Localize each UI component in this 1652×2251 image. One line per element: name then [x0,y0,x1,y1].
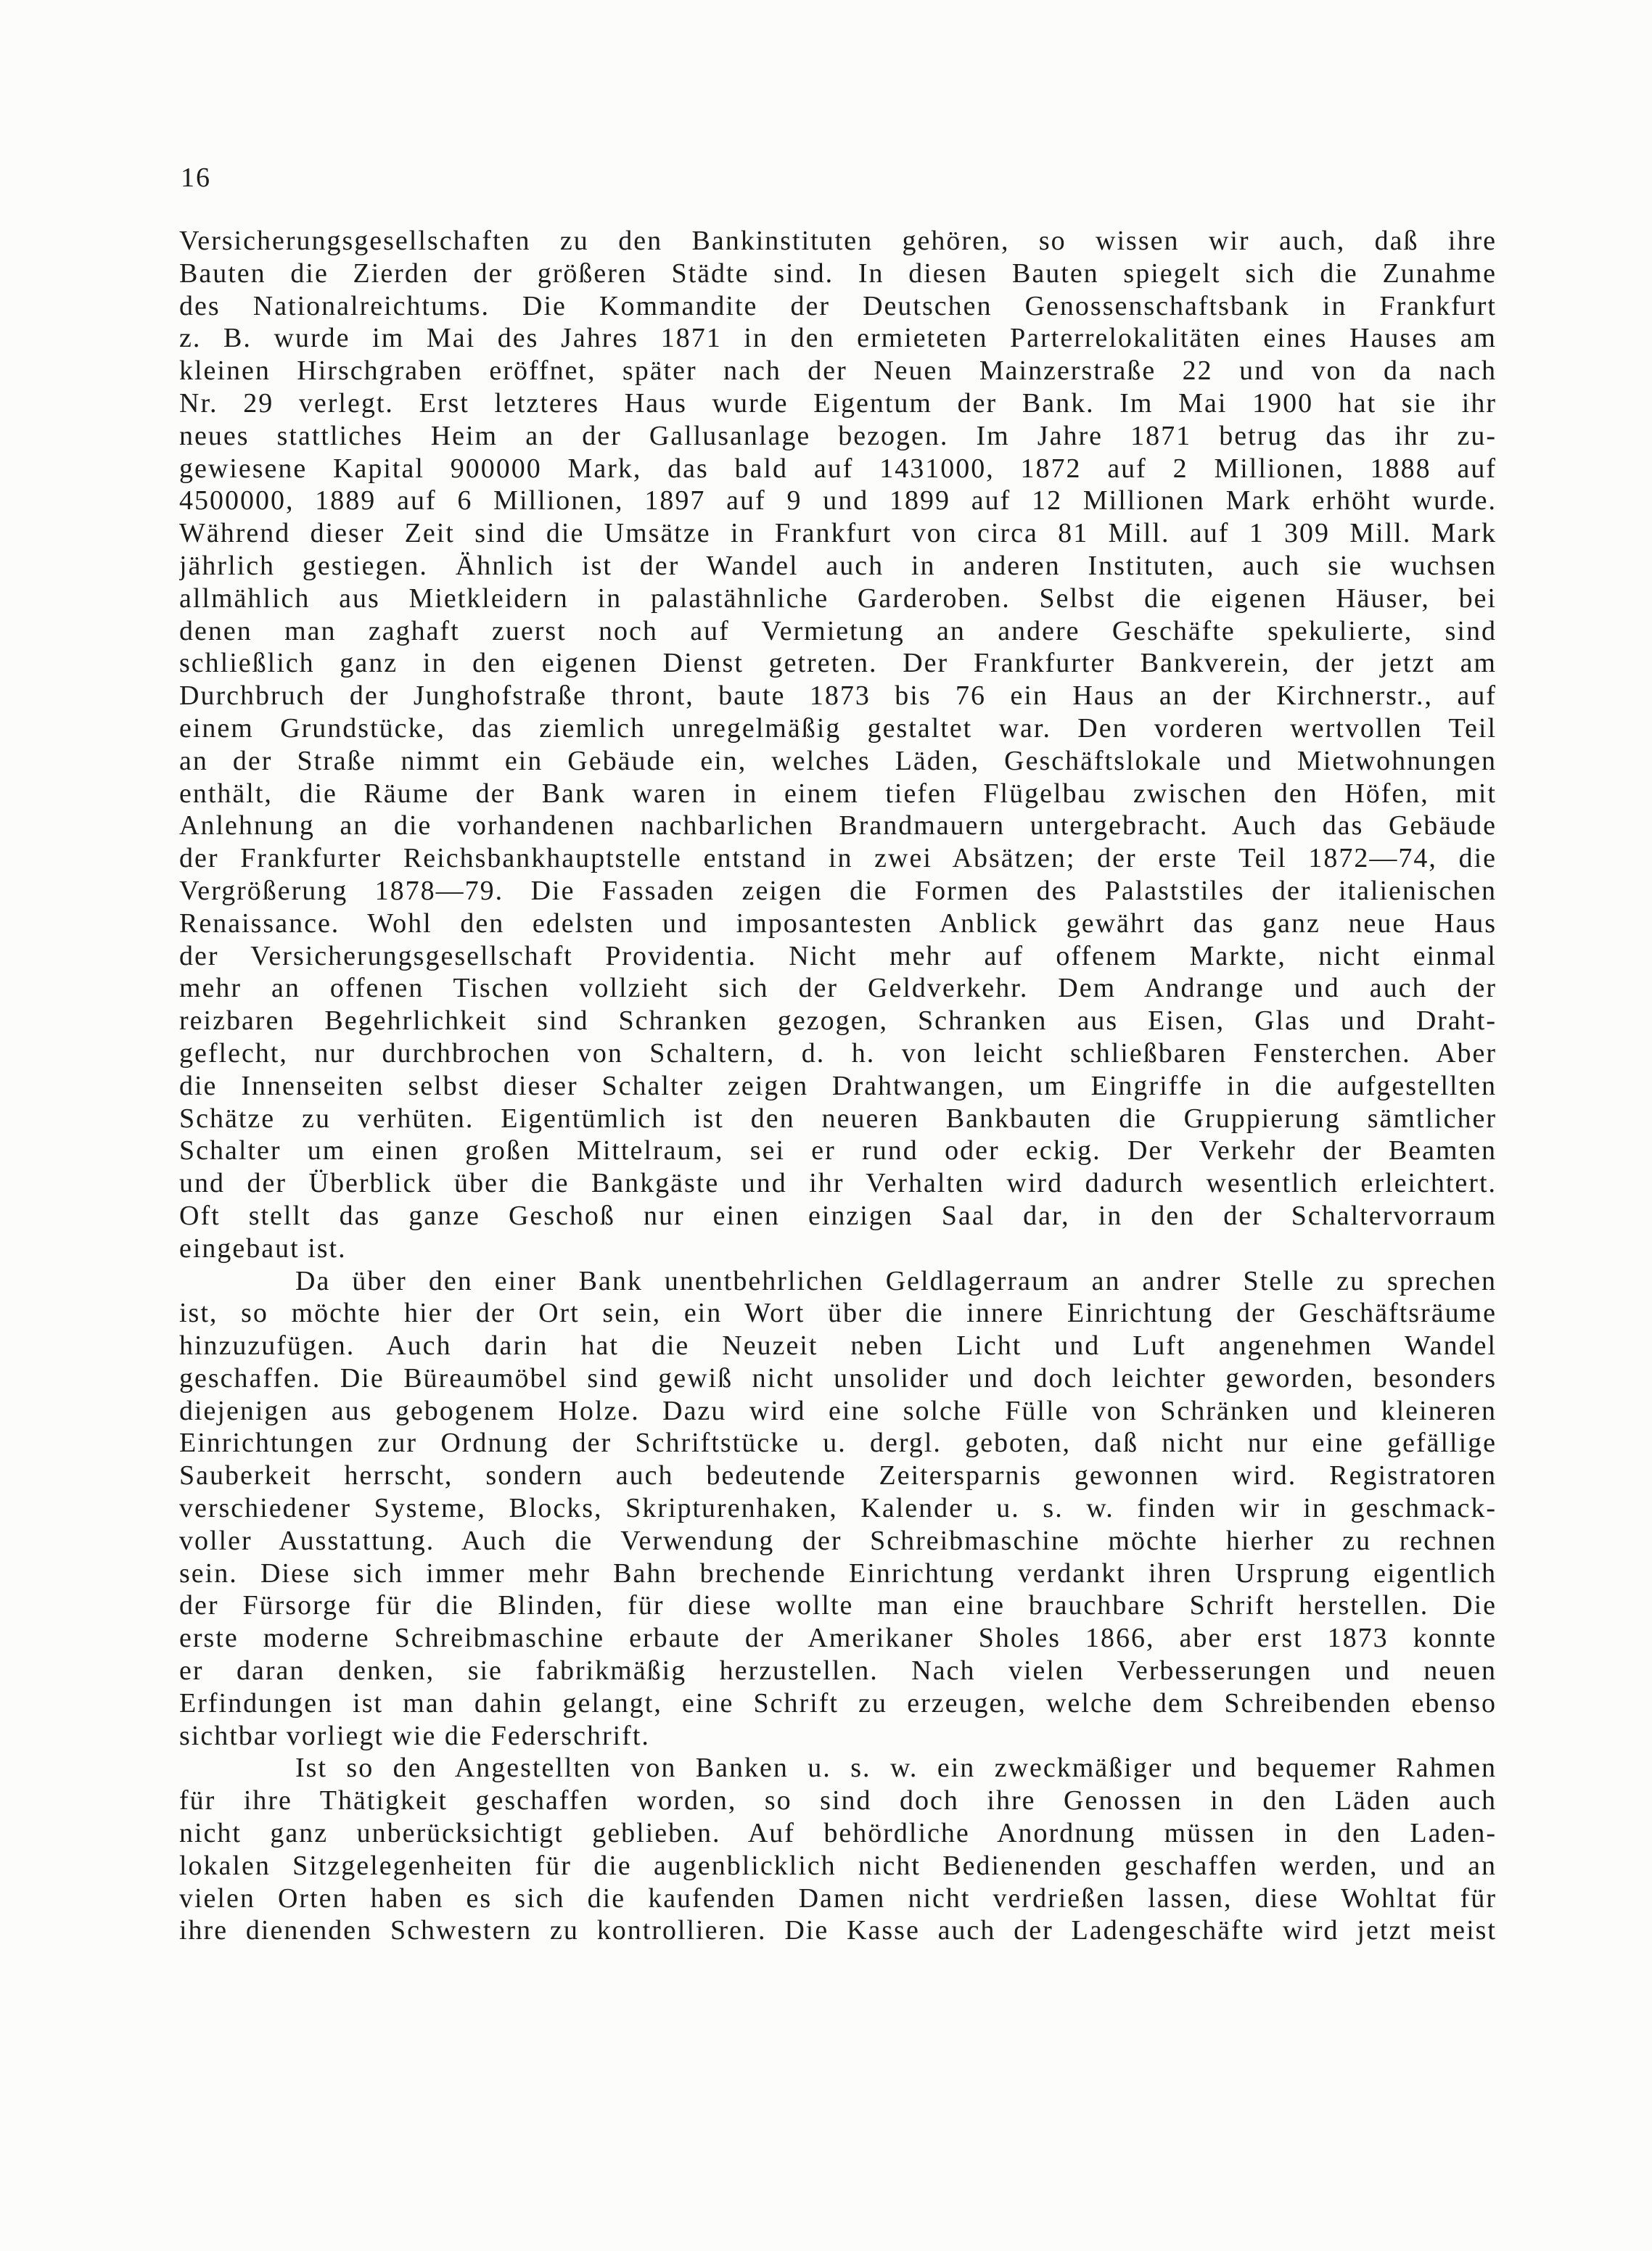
text-line: erste moderne Schreibmaschine erbaute der Amerikaner Sholes 1866, aber erst 1873 konnte [179,1623,1497,1654]
text-line: nicht ganz unberücksichtigt geblieben. Auf behördliche Anordnung müssen in den Laden- [179,1818,1497,1849]
text-line: die Innenseiten selbst dieser Schalter zeigen Drahtwangen, um Eingriffe in die aufgestellten [179,1070,1497,1101]
paragraph-1 [179,225,1497,1265]
text-line: Da über den einer Bank unentbehrlichen Geldlagerraum an andrer Stelle zu sprechen [295,1265,1497,1296]
text-line: geflecht, nur durchbrochen von Schaltern, d. h. von leicht schließbaren Fensterchen. Aber [179,1037,1497,1069]
text-line: 4500000, 1889 auf 6 Millionen, 1897 auf 9 und 1899 auf 12 Millionen Mark erhöht wurde. [179,485,1497,517]
text-line: voller Ausstattung. Auch die Verwendung der Schreibmaschine möchte hierher zu rechnen [179,1525,1497,1556]
text-line: Oft stellt das ganze Geschoß nur einen einzigen Saal dar, in den der Schaltervorraum [179,1200,1497,1231]
body-text [179,225,1497,1947]
text-line: Ist so den Angestellten von Banken u. s. w. ein zweckmäßiger und bequemer Rahmen [295,1753,1497,1784]
text-line: verschiedener Systeme, Blocks, Skripturenhaken, Kalender u. s. w. finden wir in geschmack- [179,1493,1497,1524]
text-line: schließlich ganz in den eigenen Dienst getreten. Der Frankfurter Bankverein, der jetzt am [179,648,1497,679]
text-line: diejenigen aus gebogenem Holze. Dazu wird eine solche Fülle von Schränken und kleineren [179,1395,1497,1426]
page-number: 16 [181,162,211,193]
text-line: Anlehnung an die vorhandenen nachbarlichen Brandmauern untergebracht. Auch das Gebäude [179,810,1497,841]
text-line: enthält, die Räume der Bank waren in einem tiefen Flügelbau zwischen den Höfen, mit [179,778,1497,809]
text-line: mehr an offenen Tischen vollzieht sich der Geldverkehr. Dem Andrange und auch der [179,973,1497,1004]
text-line: Schalter um einen großen Mittelraum, sei er rund oder eckig. Der Verkehr der Beamten [179,1135,1497,1166]
text-line: jährlich gestiegen. Ähnlich ist der Wandel auch in anderen Instituten, auch sie wuchsen [179,550,1497,581]
text-line: Bauten die Zierden der größeren Städte sind. In diesen Bauten spiegelt sich die Zunahme [179,258,1497,289]
text-line: vielen Orten haben es sich die kaufenden Damen nicht verdrießen lassen, diese Wohltat für [179,1882,1497,1914]
text-line: z. B. wurde im Mai des Jahres 1871 in den ermieteten Parterrelokalitäten eines Hauses am [179,323,1497,354]
text-line: sein. Diese sich immer mehr Bahn brechende Einrichtung verdankt ihren Ursprung eigentlich [179,1557,1497,1589]
text-line: einem Grundstücke, das ziemlich unregelmäßig gestaltet war. Den vorderen wertvollen Teil [179,712,1497,744]
text-line: allmählich aus Mietkleidern in palastähnliche Garderoben. Selbst die eigenen Häuser, bei [179,583,1497,614]
text-line: Erfindungen ist man dahin gelangt, eine Schrift zu erzeugen, welche dem Schreibenden ebenso [179,1687,1497,1719]
text-line: Durchbruch der Junghofstraße thront, baute 1873 bis 76 ein Haus an der Kirchnerstr., auf [179,680,1497,712]
text-line: eingebaut ist. [179,1233,347,1264]
text-line: Schätze zu verhüten. Eigentümlich ist den neueren Bankbauten die Gruppierung sämtlicher [179,1103,1497,1134]
text-line: ihre dienenden Schwestern zu kontrollieren. Die Kasse auch der Ladengeschäfte wird jetzt meist [179,1915,1497,1946]
text-line: des Nationalreichtums. Die Kommandite der Deutschen Genossenschaftsbank in Frankfurt [179,290,1497,321]
text-line: Nr. 29 verlegt. Erst letzteres Haus wurde Eigentum der Bank. Im Mai 1900 hat sie ihr [179,387,1497,419]
paragraph-3 [179,1752,1497,1947]
text-line: neues stattliches Heim an der Gallusanlage bezogen. Im Jahre 1871 betrug das ihr zu- [179,420,1497,451]
text-line: denen man zaghaft zuerst noch auf Vermietung an andere Geschäfte spekulierte, sind [179,615,1497,646]
text-line: an der Straße nimmt ein Gebäude ein, welches Läden, Geschäftslokale und Mietwohnungen [179,745,1497,776]
text-line: geschaffen. Die Büreaumöbel sind gewiß nicht unsolider und doch leichter geworden, besonders [179,1362,1497,1394]
text-line: kleinen Hirschgraben eröffnet, später nach der Neuen Mainzerstraße 22 und von da nach [179,355,1497,387]
text-line: Sauberkeit herrscht, sondern auch bedeutende Zeitersparnis gewonnen wird. Registratoren [179,1460,1497,1491]
text-line: hinzuzufügen. Auch darin hat die Neuzeit neben Licht und Luft angenehmen Wandel [179,1330,1497,1362]
text-line: lokalen Sitzgelegenheiten für die augenblicklich nicht Bedienenden geschaffen werden, und an [179,1850,1497,1881]
text-line: Einrichtungen zur Ordnung der Schriftstücke u. dergl. geboten, daß nicht nur eine gefällige [179,1428,1497,1459]
text-line: reizbaren Begehrlichkeit sind Schranken gezogen, Schranken aus Eisen, Glas und Draht- [179,1005,1497,1037]
text-line: der Fürsorge für die Blinden, für diese wollte man eine brauchbare Schrift herstellen. Die [179,1590,1497,1621]
text-line: Renaissance. Wohl den edelsten und imposantesten Anblick gewährt das ganz neue Haus [179,908,1497,939]
text-line: der Versicherungsgesellschaft Providentia. Nicht mehr auf offenem Markte, nicht einmal [179,940,1497,971]
text-line: ist, so möchte hier der Ort sein, ein Wort über die innere Einrichtung der Geschäftsräume [179,1298,1497,1329]
text-line: Während dieser Zeit sind die Umsätze in Frankfurt von circa 81 Mill. auf 1 309 Mill. Mark [179,518,1497,549]
text-line: für ihre Thätigkeit geschaffen worden, so sind doch ihre Genossen in den Läden auch [179,1785,1497,1816]
text-line: er daran denken, sie fabrikmäßig herzustellen. Nach vielen Verbesserungen und neuen [179,1655,1497,1687]
text-line: sichtbar vorliegt wie die Federschrift. [179,1720,650,1751]
text-line: und der Überblick über die Bankgäste und ihr Verhalten wird dadurch wesentlich erleichtert. [179,1168,1497,1199]
text-line: Versicherungsgesellschaften zu den Bankinstituten gehören, so wissen wir auch, daß ihre [179,226,1497,256]
text-line: gewiesene Kapital 900000 Mark, das bald auf 1431000, 1872 auf 2 Millionen, 1888 auf [179,453,1497,484]
text-line: der Frankfurter Reichsbankhauptstelle entstand in zwei Absätzen; der erste Teil 1872—74, die [179,843,1497,874]
paragraph-2 [179,1265,1497,1753]
text-line: Vergrößerung 1878—79. Die Fassaden zeigen die Formen des Palaststiles der italienischen [179,875,1497,906]
